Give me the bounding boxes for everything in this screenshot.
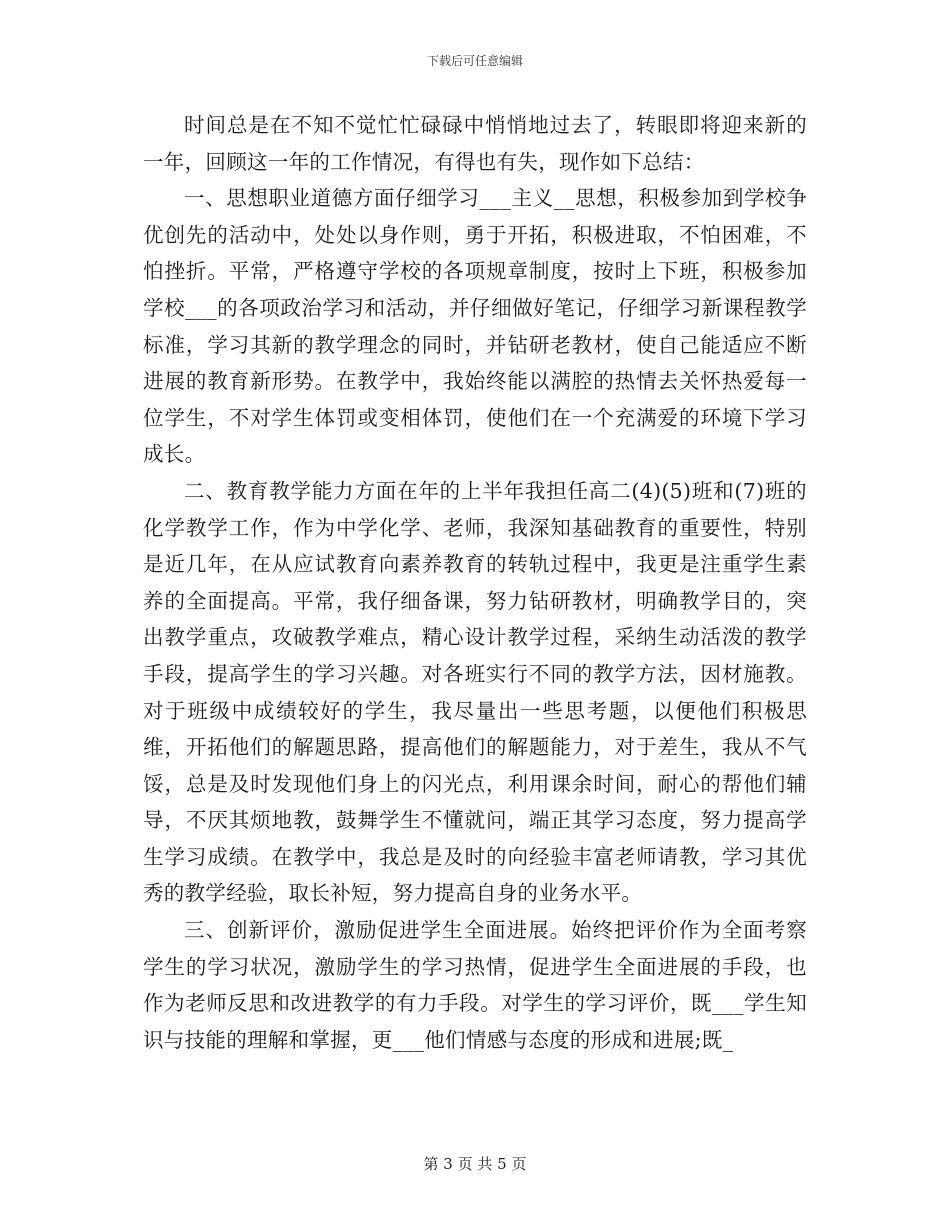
paragraph-intro: 时间总是在不知不觉忙忙碌碌中悄悄地过去了，转眼即将迎来新的一年，回顾这一年的工作情况，有得也有失，现作如下总结： [143,113,807,174]
document-body [143,107,807,1058]
paragraph-section-2: 二、教育教学能力方面在年的上半年我担任高二(4)(5)班和(7)班的化学教学工作，作为中学化学、老师，我深知基础教育的重要性，特别是近几年，在从应试教育向素养教育的转轨过程中，我更是注重学生素养的全面提高。平常，我仔细备课，努力钻研教材，明确教学目的，突出教学重点，攻破教学难点，精心设计教学过程，采纳生动活泼的教学手段，提高学生的学习兴趣。对各班实行不同的教学方法，因材施教。对于班级中成绩较好的学生，我尽量出一些思考题，以便他们积极思维，开拓他们的解题思路，提高他们的解题能力，对于差生，我从不气馁，总是及时发现他们身上的闪光点，利用课余时间，耐心的帮他们辅导，不厌其烦地教，鼓舞学生不懂就问，端正其学习态度，努力提高学生学习成绩。在教学中，我总是及时的向经验丰富老师请教，学习其优秀的教学经验，取长补短，努力提高自身的业务水平。 [143,478,807,906]
paragraph-section-3: 三、创新评价，激励促进学生全面进展。始终把评价作为全面考察学生的学习状况，激励学生的学习热情，促进学生全面进展的手段，也作为老师反思和改进教学的有力手段。对学生的学习评价，既___学生知识与技能的理解和掌握，更___他们情感与态度的形成和进展;既_ [143,918,807,1052]
page-number: 第 3 页 共 5 页 [423,1155,527,1173]
page-header-note: 下载后可任意编辑 [426,54,523,68]
paragraph-section-1: 一、思想职业道德方面仔细学习___主义__思想，积极参加到学校争优创先的活动中，处处以身作则，勇于开拓，积极进取，不怕困难，不怕挫折。平常，严格遵守学校的各项规章制度，按时上下班，积极参加学校___的各项政治学习和活动，并仔细做好笔记，仔细学习新课程教学标准，学习其新的教学理念的同时，并钻研老教材，使自己能适应不断进展的教育新形势。在教学中，我始终能以满腔的热情去关怀热爱每一位学生，不对学生体罚或变相体罚，使他们在一个充满爱的环境下学习成长。 [143,186,807,467]
